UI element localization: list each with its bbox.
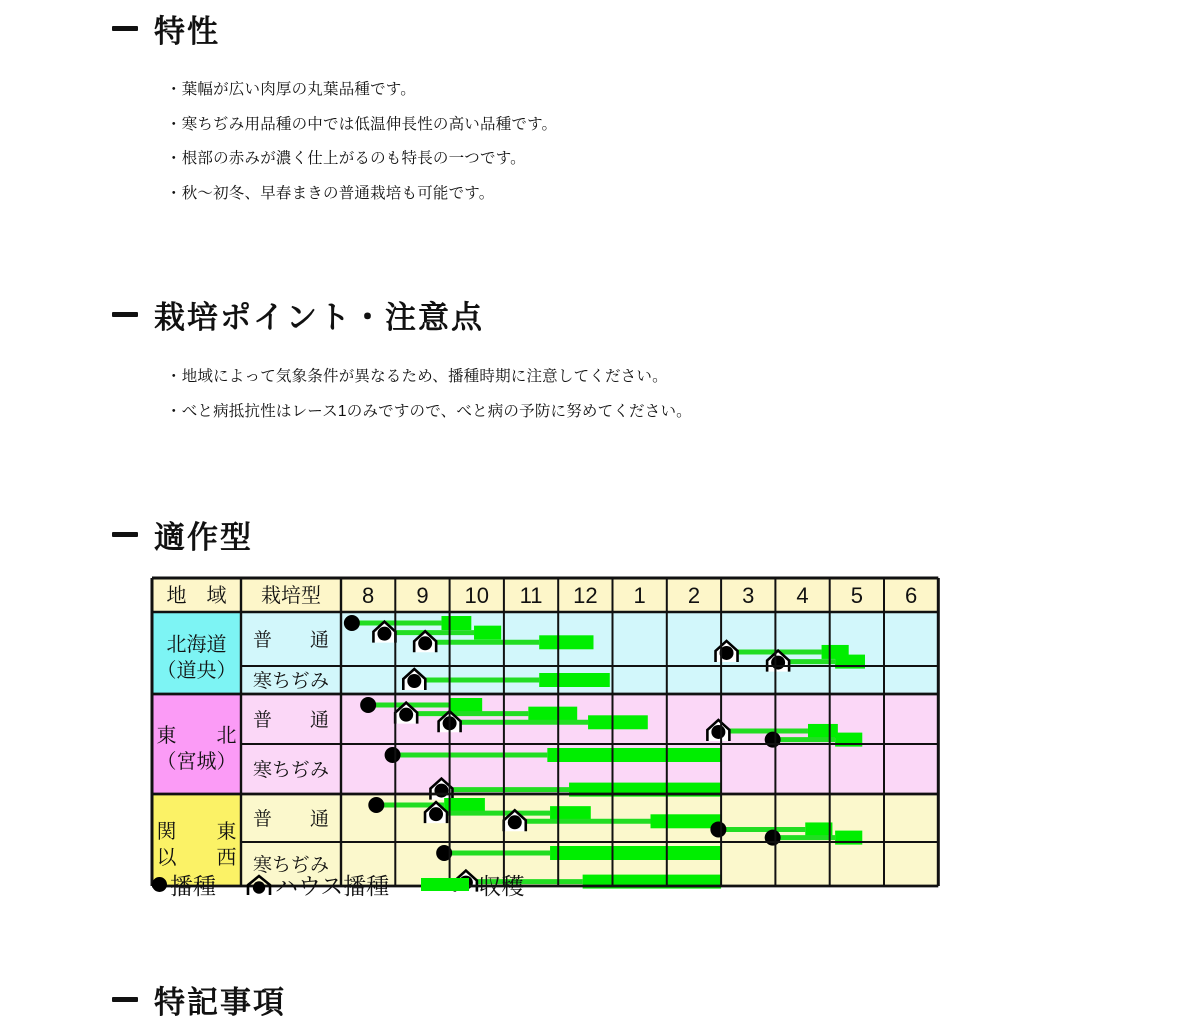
section-heading-saibai-point (112, 292, 484, 337)
column-header-month: 11 (519, 583, 543, 608)
open-sow-marker (385, 747, 401, 763)
open-sow-marker (710, 821, 726, 837)
cultivation-type-label: 普 通 (252, 630, 330, 651)
legend-label-house-sow: ハウス播種 (275, 873, 390, 899)
region-label: 関 東 (156, 821, 237, 843)
column-header-month: 3 (742, 583, 755, 608)
open-sow-marker (360, 697, 376, 713)
legend-label-sow: 播種 (170, 873, 216, 899)
heading-dash-icon (112, 997, 138, 1002)
list-item: ・葉幅が広い肉厚の丸葉品種です。 (166, 81, 416, 98)
cultivation-calendar-table (152, 578, 938, 876)
cultivation-type-label: 寒ちぢみ (252, 671, 330, 692)
house-with-circle-icon (246, 874, 272, 896)
cultivation-type-label: 寒ちぢみ (252, 855, 330, 876)
cultivation-type-label: 普 通 (252, 809, 330, 830)
column-header-region: 地 域 (166, 585, 227, 607)
region-label: 以 西 (156, 847, 237, 869)
section-title-text: 栽培ポイント・注意点 (154, 300, 484, 335)
column-header-month: 9 (416, 583, 429, 608)
calendar-legend (152, 868, 524, 901)
harvest-bar (539, 673, 610, 687)
heading-dash-icon (112, 26, 138, 31)
cultivation-type-label: 普 通 (252, 710, 330, 731)
harvest-bar (441, 616, 471, 630)
section-heading-tokkijikou (112, 977, 286, 1022)
region-label: （宮城） (156, 751, 237, 773)
saibai-bullet-list (166, 369, 692, 438)
harvest-bar (588, 715, 648, 729)
section-heading-tokusei (112, 6, 220, 51)
column-header-month: 8 (362, 583, 375, 608)
list-item: ・寒ちぢみ用品種の中では低温伸長性の高い品種です。 (166, 115, 558, 133)
legend-label-harvest: 収穫 (478, 873, 525, 899)
harvest-bar (450, 698, 483, 712)
region-label: 東 北 (156, 725, 237, 747)
harvest-bar (808, 724, 838, 738)
calendar-svg (152, 578, 938, 876)
harvest-bar (550, 806, 591, 820)
green-bar-icon (421, 878, 469, 891)
legend-entry-house-sow (246, 868, 389, 901)
tokusei-bullet-list (166, 82, 557, 220)
cultivation-type-label: 寒ちぢみ (252, 760, 330, 781)
column-header-month: 12 (573, 583, 598, 608)
list-item: ・根部の赤みが濃く仕上がるのも特長の一つです。 (166, 150, 526, 167)
list-item: ・秋〜初冬、早春まきの普通栽培も可能です。 (166, 184, 495, 202)
harvest-bar (805, 822, 832, 836)
open-sow-marker (344, 615, 360, 631)
region-label: （道央） (156, 660, 237, 682)
harvest-bar (474, 626, 501, 640)
column-header-month: 2 (687, 583, 701, 608)
open-sow-marker (368, 797, 384, 813)
harvest-bar (539, 635, 593, 649)
column-header-month: 4 (796, 583, 809, 608)
column-header-month: 1 (633, 583, 646, 608)
legend-entry-harvest (419, 868, 524, 901)
open-sow-marker (765, 732, 781, 748)
harvest-bar (651, 814, 722, 828)
column-header-month: 6 (905, 583, 918, 608)
harvest-bar (547, 748, 721, 762)
column-header-month: 10 (464, 583, 489, 608)
heading-dash-icon (112, 312, 138, 317)
heading-dash-icon (112, 532, 138, 537)
section-heading-tekisakugata (112, 512, 253, 557)
column-header-month: 5 (850, 583, 863, 608)
section-title-text: 特性 (154, 14, 220, 49)
open-sow-marker (765, 830, 781, 846)
harvest-bar (528, 707, 577, 721)
list-item: ・べと病抵抗性はレース1のみですので、べと病の予防に努めてください。 (166, 402, 692, 420)
section-title-text: 適作型 (154, 520, 253, 555)
harvest-bar (550, 846, 721, 860)
list-item: ・地域によって気象条件が異なるため、播種時期に注意してください。 (166, 368, 668, 385)
legend-entry-sow (152, 868, 216, 901)
region-label: 北海道 (166, 634, 227, 656)
filled-circle-icon (152, 877, 167, 892)
section-title-text: 特記事項 (154, 985, 286, 1020)
column-header-type: 栽培型 (261, 585, 321, 607)
